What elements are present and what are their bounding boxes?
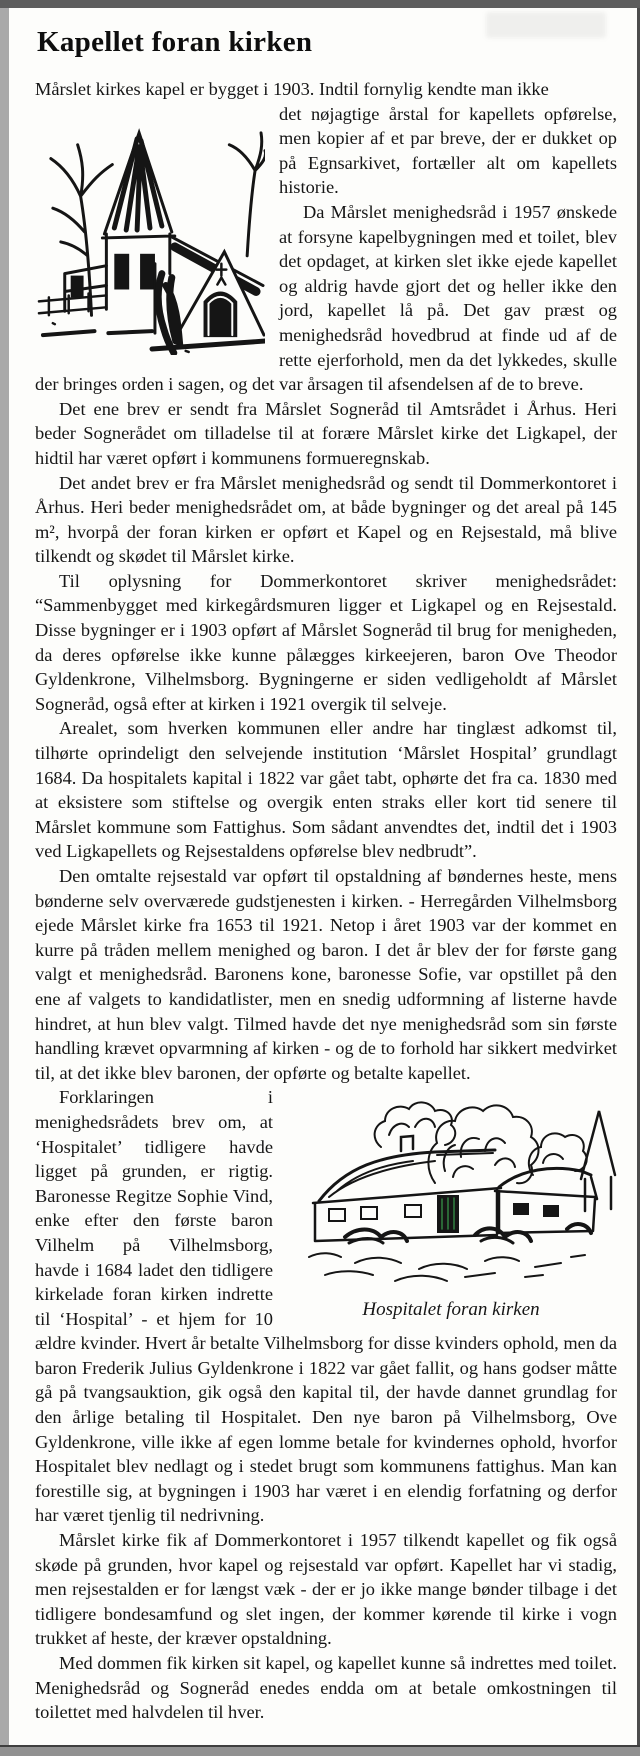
- paragraph-intro-wrap: det nøjagtige årstal for kapellets opførelse, men kopier af et par breve, der er dukket op på Egnsarkivet, fortæller alt om kapellets historie.: [279, 103, 617, 198]
- paragraph-second-letter: Det andet brev er fra Mårslet menighedsråd og sendt til Dommerkontoret i Århus. Heri beder menighedsrådet om, at både bygninger og det areal på 145 m², hvorpå der foran kirken er opført et Kapel og en Rejsestald, må blive tilkendt og skødet til Mårslet kirke.: [35, 472, 617, 567]
- paragraph-tilkendt-1957: Mårslet kirke fik af Dommerkontoret i 1957 tilkendt kapellet og fik også skøde på grunden, hvor kapel og rejsestald var opført. Kapellet har vi stadig, men rejsestalden er for længst væk - der er jo ikke mange bønder tilbage i det tidligere bondesamfund og slet ingen, der kommer kørende til kirke i vogn trukket af heste, der kræver opstaldning.: [35, 1530, 617, 1649]
- paragraph-dommerkontor-quote: Til oplysning for Dommerkontoret skriver menighedsrådet: “Sammenbygget med kirkegårdsmuren ligger et Ligkapel og en Rejsestald. Disse bygninger er i 1903 opført af Mårslet Sogneråd til brug for menigheden, da deres opførelse ikke kunne pålægges kirkeejeren, baron Ove Theodor Gyldenkrone, Vilhelmsborg. Bygningerne er siden vedligeholdt af Mårslet Sogneråd, også efter at kirken i 1921 overgik til selveje.: [35, 570, 617, 714]
- farmhouse-line-drawing-icon: [285, 1089, 617, 1297]
- hospital-caption: Hospitalet foran kirken: [362, 1299, 540, 1321]
- paragraph-intro-lead: Mårslet kirkes kapel er bygget i 1903. Indtil fornylig kendte man ikke: [35, 79, 549, 99]
- scan-border-left: [0, 8, 9, 1756]
- hospital-illustration: [285, 1089, 617, 1322]
- church-line-drawing-icon: [35, 105, 265, 355]
- paragraph-dommen: Med dommen fik kirken sit kapel, og kapellet kunne så indrettes med toilet. Menighedsråd og Sogneråd enedes endda om at betale omkostningen til toilettet med halvdelen til hver.: [35, 1653, 617, 1723]
- paragraph-forklaringen: Forklaringen i menighedsrådets brev om, at ‘Hospitalet’ tidligere havde ligget på grunden, er rigtig. Baronesse Regitze Sophie Vind, enke efter den første baron Vilhelm på Vilhelmsborg, havde i 1684 ladet den tidligere kirkelade foran kirken indrette til ‘Hospital’ - et hjem for 10 ældre kvinder. Hvert år betalte Vilhelmsborg for disse kvinders ophold, men da baron Frederik Julius Gyldenkrone i 1822 var gået fallit, og hans godser måtte gå på tvangsauktion, gik også den kapital til, der havde dannet grundlag for den årlige betaling til Hospitalet. Den nye baron på Vilhelmsborg, Ove Gyldenkrone, ville ikke af egen lomme betale for kvindernes ophold, hvorfor Hospitalet blev nedlagt og i stedet brugt som kommunens fattighus. Man kan forestille sig, at bygningen i 1903 har været i en elendig forfatning og derfor har været tjenlig til nedrivning.: [35, 1087, 617, 1526]
- article-page: [9, 8, 637, 1745]
- page-title: Kapellet foran kirken: [37, 26, 313, 58]
- paragraph-1957-request: Da Mårslet menighedsråd i 1957 ønskede at forsyne kapelbygningen med et toilet, blev det opdaget, at kirken slet ikke ejede kapellet og aldrig havde gjort det og heller ikke den jord, kapellet lå på. Det gav præst og menighedsråd hovedbrud at finde ud af de rette ejerforhold, men da det lykkedes, skulle der bringes orden i sagen, og det var årsagen til afsendelsen af de to breve.: [35, 201, 617, 395]
- paragraph-rejsestald: Den omtalte rejsestald var opført til opstaldning af bøndernes heste, mens bønderne selv overværede gudstjenesten i kirken. - Herregården Vilhelmsborg ejede Mårslet kirke fra 1653 til 1921. Netop i året 1903 var der kommet en kurre på tråden mellem menighed og baron. I det år blev der for første gang valgt et menighedsråd. Baronens kone, baronesse Sofie, var opstillet på den ene af valgets to kandidatlister, men en snedig udformning af listerne havde hindret, at hun blev valgt. Tilmed havde det nye menighedsråd som sin første handling krævet opvarmning af kirken - og de to forhold har sikkert medvirket til, at det ikke blev baronen, der opførte og betalte kapellet.: [35, 866, 617, 1083]
- scan-border-bottom: [0, 1745, 640, 1756]
- scan-border-top: [0, 0, 640, 8]
- paragraph-first-letter: Det ene brev er sendt fra Mårslet Sogneråd til Amtsrådet i Århus. Heri beder Sognerådet om tilladelse til at forære Mårslet kirke det Ligkapel, der hidtil har været opført i kommunens formueregnskab.: [35, 398, 617, 468]
- paragraph-arealet: Arealet, som hverken kommunen eller andre har tinglæst adkomst til, tilhørte oprindeligt den selvejende institution ‘Mårslet Hospital’ grundlagt 1684. Da hospitalets kapital i 1822 var gået tabt, ophørte det fra ca. 1830 med at eksistere som stiftelse og overgik enten straks eller kort tid senere til Mårslet kommune som Fattighus. Som sådant anvendtes det, indtil det i 1903 ved Ligkapellets og Rejsestaldens opførelse blev nedbrudt”.: [35, 718, 617, 862]
- church-illustration: [35, 105, 265, 355]
